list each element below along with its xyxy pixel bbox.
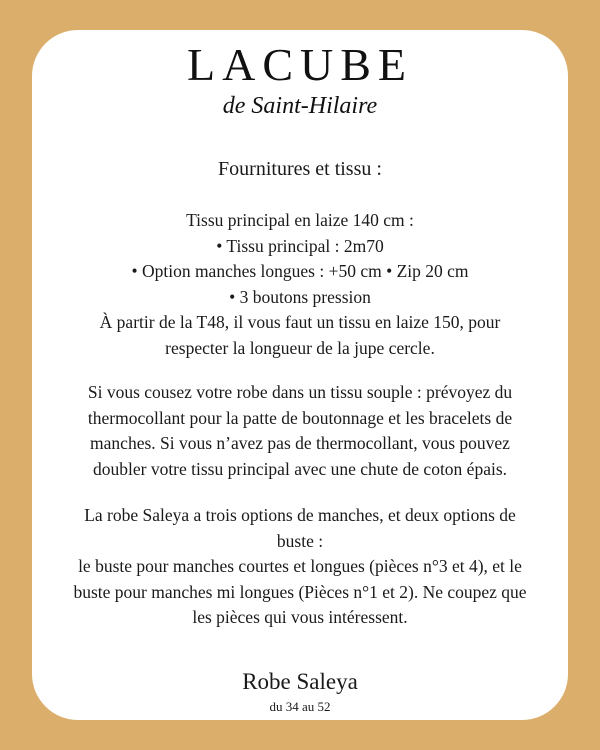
interfacing-note: [50, 380, 550, 482]
text-line: • Option manches longues : +50 cm • Zip 20 cm: [131, 261, 469, 281]
text-line: buste :: [276, 530, 324, 551]
product-name: Robe Saleya: [242, 669, 358, 694]
text-line: le buste pour manches courtes et longues (pièces n°3 et 4), et le: [78, 556, 522, 576]
sleeve-options-note: [50, 503, 550, 631]
fabric-requirements: [50, 208, 550, 361]
section-title: Fournitures et tissu :: [218, 158, 382, 180]
text-line: doubler votre tissu principal avec une chute de coton épais.: [92, 458, 508, 479]
text-line: À partir de la T48, il vous faut un tissu en laize 150, pour: [99, 312, 501, 332]
product-sizes: du 34 au 52: [269, 699, 331, 714]
text-line: thermocollant pour la patte de boutonnage et les bracelets de: [87, 407, 513, 428]
text-line: La robe Saleya a trois options de manches, et deux options de: [84, 505, 516, 525]
brand-subtitle: de Saint-Hilaire: [222, 93, 378, 119]
text-line: buste pour manches mi longues (Pièces n°1 et 2). Ne coupez que: [73, 581, 527, 602]
text-line: les pièces qui vous intéressent.: [192, 607, 408, 627]
brand-logo: LACUBE: [187, 39, 413, 90]
text-line: • 3 boutons pression: [229, 286, 371, 307]
text-line: Tissu principal en laize 140 cm :: [186, 210, 414, 230]
text-line: Si vous cousez votre robe dans un tissu souple : prévoyez du: [87, 382, 513, 402]
text-line: manches. Si vous n’avez pas de thermocollant, vous pouvez: [90, 433, 510, 453]
text-line: • Tissu principal : 2m70: [216, 235, 384, 256]
text-line: respecter la longueur de la jupe cercle.: [165, 337, 435, 358]
